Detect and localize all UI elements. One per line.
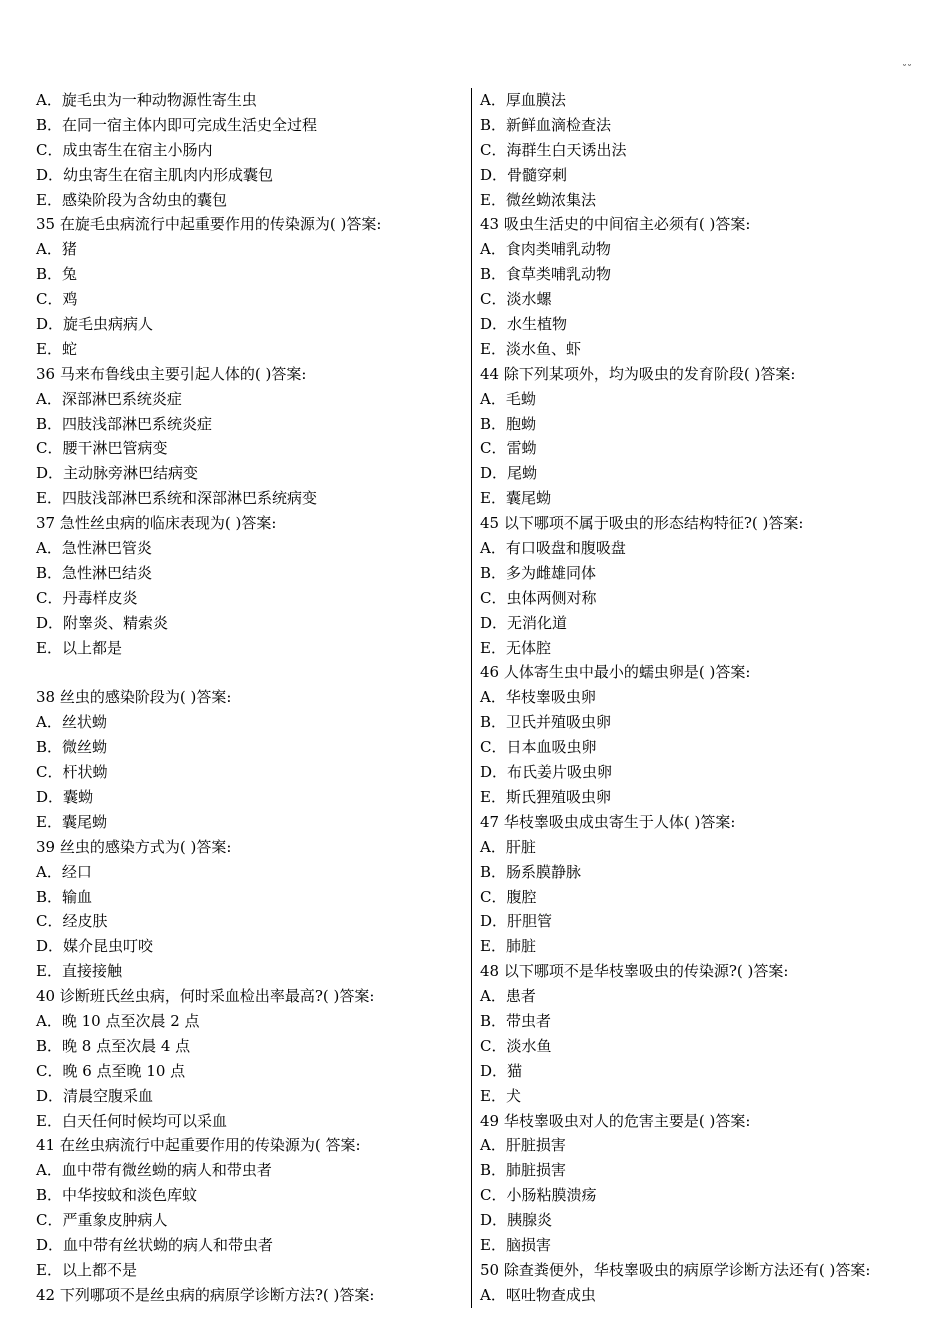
answer-option: A．猪 (36, 240, 77, 259)
question-stem: 50 除查粪便外，华枝睾吸虫的病原学诊断方法还有( )答案: (480, 1260, 871, 1279)
answer-option: A．急性淋巴管炎 (36, 539, 152, 558)
answer-option: D．布氏姜片吸虫卵 (480, 763, 613, 782)
answer-option: E．直接接触 (36, 962, 122, 981)
question-stem: 40 诊断班氏丝虫病，何时采血检出率最高?( )答案: (36, 987, 375, 1006)
answer-option: D．尾蚴 (480, 464, 538, 483)
answer-option: C．虫体两侧对称 (480, 588, 597, 607)
answer-option: E．以上都不是 (36, 1260, 137, 1279)
answer-option: B．在同一宿主体内即可完成生活史全过程 (36, 115, 318, 134)
answer-option: C．丹毒样皮炎 (36, 588, 138, 607)
answer-option: D．骨髓穿刺 (480, 165, 568, 184)
answer-option: E．感染阶段为含幼虫的囊包 (36, 190, 227, 209)
question-stem: 47 华枝睾吸虫成虫寄生于人体( )答案: (480, 812, 736, 831)
answer-option: B．四肢浅部淋巴系统炎症 (36, 414, 213, 433)
question-stem: 46 人体寄生虫中最小的蠕虫卵是( )答案: (480, 663, 751, 682)
answer-option: E．微丝蚴浓集法 (480, 190, 596, 209)
answer-option: C．鸡 (36, 290, 78, 309)
answer-option: C．腹腔 (480, 887, 537, 906)
answer-option: A．有口吸盘和腹吸盘 (480, 539, 626, 558)
answer-option: D．主动脉旁淋巴结病变 (36, 464, 199, 483)
answer-option: D．肝胆管 (480, 912, 553, 931)
answer-option: B．输血 (36, 887, 93, 906)
answer-option: D．无消化道 (480, 613, 568, 632)
question-stem: 49 华枝睾吸虫对人的危害主要是( )答案: (480, 1111, 751, 1130)
answer-option: A．旋毛虫为一种动物源性寄生虫 (36, 91, 257, 109)
answer-option: B．食草类哺乳动物 (480, 265, 612, 284)
answer-option: B．胞蚴 (480, 414, 537, 433)
question-stem: 35 在旋毛虫病流行中起重要作用的传染源为( )答案: (36, 215, 382, 234)
answer-option: B．多为雌雄同体 (480, 563, 597, 582)
answer-option: A．食肉类哺乳动物 (480, 240, 611, 259)
answer-option: B．中华按蚊和淡色库蚊 (36, 1186, 198, 1205)
answer-option: C．淡水螺 (480, 290, 552, 309)
answer-option: D．附睾炎、精索炎 (36, 613, 169, 632)
answer-option: E．囊尾蚴 (36, 812, 107, 831)
question-stem: 45 以下哪项不属于吸虫的形态结构特征?( )答案: (480, 514, 804, 533)
answer-option: B．急性淋巴结炎 (36, 563, 153, 582)
answer-option: D．血中带有丝状蚴的病人和带虫者 (36, 1235, 274, 1254)
question-stem: 41 在丝虫病流行中起重要作用的传染源为( 答案: (36, 1136, 361, 1155)
answer-option: C．雷蚴 (480, 439, 537, 458)
answer-option: E．肺脏 (480, 937, 536, 956)
answer-option: B．肠系膜静脉 (480, 862, 582, 881)
answer-option: E．脑损害 (480, 1235, 551, 1254)
corner-mark: ˘˘ (902, 64, 912, 75)
answer-option: D．媒介昆虫叮咬 (36, 937, 154, 956)
answer-option: C．严重象皮肿病人 (36, 1211, 168, 1230)
question-stem: 36 马来布鲁线虫主要引起人体的( )答案: (36, 364, 307, 383)
answer-option: B．晚 8 点至次晨 4 点 (36, 1036, 191, 1055)
answer-option: B．肺脏损害 (480, 1161, 567, 1180)
question-stem: 44 除下列某项外，均为吸虫的发育阶段( )答案: (480, 364, 796, 383)
answer-option: E．白天任何时候均可以采血 (36, 1111, 227, 1130)
right-column (480, 88, 920, 1308)
answer-option: D．胰腺炎 (480, 1211, 553, 1230)
answer-option: C．海群生白天诱出法 (480, 140, 627, 159)
answer-option: A．华枝睾吸虫卵 (480, 688, 596, 707)
answer-option: A．毛蚴 (480, 389, 536, 408)
answer-option: E．以上都是 (36, 638, 122, 657)
answer-option: A．患者 (480, 987, 536, 1006)
answer-option: E．囊尾蚴 (480, 489, 551, 508)
question-stem: 39 丝虫的感染方式为( )答案: (36, 837, 232, 856)
answer-option: E．淡水鱼、虾 (480, 339, 581, 358)
answer-option: B．兔 (36, 265, 78, 284)
answer-option: A．晚 10 点至次晨 2 点 (36, 1011, 200, 1030)
answer-option: D．囊蚴 (36, 787, 94, 806)
answer-option: D．猫 (480, 1061, 523, 1080)
answer-option: A．呕吐物查成虫 (480, 1285, 596, 1304)
answer-option: B．卫氏并殖吸虫卵 (480, 713, 612, 732)
answer-option: D．旋毛虫病病人 (36, 315, 154, 334)
answer-option: D．幼虫寄生在宿主肌肉内形成囊包 (36, 165, 274, 184)
left-column (36, 88, 464, 1308)
answer-option: A．深部淋巴系统炎症 (36, 389, 182, 408)
answer-option: A．血中带有微丝蚴的病人和带虫者 (36, 1161, 272, 1180)
answer-option: E．四肢浅部淋巴系统和深部淋巴系统病变 (36, 489, 317, 508)
answer-option: C．腰干淋巴管病变 (36, 439, 168, 458)
answer-option: C．经皮肤 (36, 912, 108, 931)
blank-line (36, 660, 464, 685)
question-stem: 43 吸虫生活史的中间宿主必须有( )答案: (480, 215, 751, 234)
answer-option: B．带虫者 (480, 1011, 552, 1030)
answer-option: B．新鲜血滴检查法 (480, 115, 612, 134)
answer-option: C．小肠粘膜溃疡 (480, 1186, 597, 1205)
answer-option: D．水生植物 (480, 315, 568, 334)
answer-option: E．蛇 (36, 339, 77, 358)
answer-option: A．厚血膜法 (480, 91, 566, 109)
column-divider (471, 88, 472, 1308)
answer-option: C．晚 6 点至晚 10 点 (36, 1061, 186, 1080)
question-stem: 42 下列哪项不是丝虫病的病原学诊断方法?( )答案: (36, 1285, 375, 1304)
answer-option: C．杆状蚴 (36, 763, 108, 782)
question-stem: 48 以下哪项不是华枝睾吸虫的传染源?( )答案: (480, 962, 789, 981)
question-stem: 37 急性丝虫病的临床表现为( )答案: (36, 514, 277, 533)
answer-option: B．微丝蚴 (36, 738, 108, 757)
answer-option: C．淡水鱼 (480, 1036, 552, 1055)
answer-option: A．肝脏 (480, 837, 536, 856)
answer-option: E．斯氏狸殖吸虫卵 (480, 787, 611, 806)
answer-option: A．丝状蚴 (36, 713, 107, 732)
answer-option: C．日本血吸虫卵 (480, 738, 597, 757)
answer-option: A．肝脏损害 (480, 1136, 566, 1155)
answer-option: A．经口 (36, 862, 92, 881)
answer-option: C．成虫寄生在宿主小肠内 (36, 140, 213, 159)
question-stem: 38 丝虫的感染阶段为( )答案: (36, 688, 232, 707)
answer-option: D．清晨空腹采血 (36, 1086, 154, 1105)
answer-option: E．无体腔 (480, 638, 551, 657)
answer-option: E．犬 (480, 1086, 521, 1105)
